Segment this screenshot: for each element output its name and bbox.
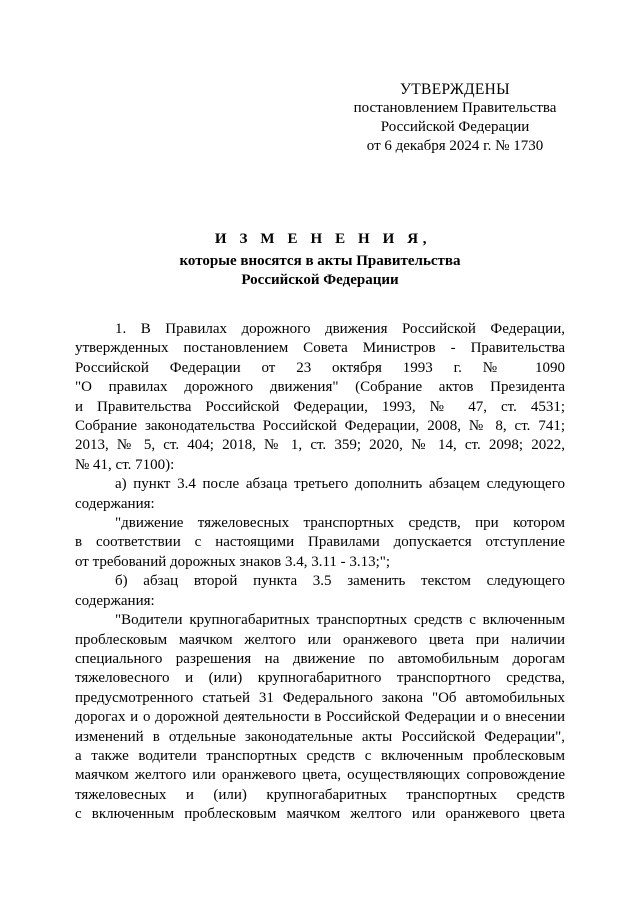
text-line: тяжеловесных и (или) крупногабаритных транспортных средств — [75, 786, 565, 803]
paragraph-3 — [75, 514, 565, 572]
text-line: 2013, № 5, ст. 404; 2018, № 1, ст. 359; 2020, № 14, ст. 2098; 2022, — [75, 437, 565, 454]
approval-heading: УТВЕРЖДЕНЫ — [400, 81, 510, 98]
text-line: "движение тяжеловесных транспортных средств, при котором — [115, 515, 565, 532]
text-line: содержания: — [75, 592, 155, 609]
paragraph-5 — [75, 611, 565, 824]
text-line: тяжеловесного и (или) крупногабаритного транспортного средства, — [75, 670, 565, 687]
text-line: от требований дорожных знаков 3.4, 3.11 - 3.13;"; — [75, 553, 391, 570]
text-line: 1. В Правилах дорожного движения Российской Федерации, — [115, 321, 565, 337]
text-line: а) пункт 3.4 после абзаца третьего дополнить абзацем следующего — [115, 476, 565, 493]
document-title-block — [0, 230, 640, 290]
text-line: маячком желтого или оранжевого цвета, осуществляющих сопровождение — [75, 767, 565, 784]
text-line: утвержденных постановлением Совета Министров - Правительства — [75, 340, 565, 357]
text-line: б) абзац второй пункта 3.5 заменить текстом следующего — [115, 573, 565, 590]
text-line: специального разрешения на движение по автомобильным дорогам — [75, 650, 565, 667]
approval-stamp — [330, 80, 580, 156]
text-line: изменений в отдельные законодательные акты Российской Федерации", — [75, 728, 565, 745]
text-line: № 41, ст. 7100): — [75, 456, 175, 473]
approval-line-decree: постановлением Правительства — [353, 100, 557, 116]
document-body — [75, 320, 565, 825]
text-line: с включенным проблесковым маячком желтого или оранжевого цвета — [75, 806, 565, 823]
approval-line-authority: Российской Федерации — [380, 119, 530, 135]
text-line: а также водители транспортных средств с включенным проблесковым — [75, 747, 565, 764]
text-line: дорогах и о дорожной деятельности в Российской Федерации и о внесении — [75, 709, 565, 726]
text-line: и Правительства Российской Федерации, 1993, № 47, ст. 4531; — [75, 398, 565, 415]
approval-line-date: от 6 декабря 2024 г. № 1730 — [366, 138, 544, 154]
document-subtitle-line-1: которые вносятся в акты Правительства — [179, 253, 461, 269]
text-line: Собрание законодательства Российской Федерации, 2008, № 8, ст. 741; — [75, 418, 565, 435]
text-line: в соответствии с настоящими Правилами допускается отступление — [75, 534, 565, 551]
text-line: "Водители крупногабаритных транспортных средств с включенным — [115, 612, 565, 629]
text-line: содержания: — [75, 495, 155, 512]
paragraph-2 — [75, 475, 565, 514]
paragraph-4 — [75, 572, 565, 611]
document-subtitle-line-2: Российской Федерации — [241, 272, 399, 288]
text-line: проблесковым маячком желтого или оранжевого цвета при наличии — [75, 631, 565, 648]
text-line: "О правилах дорожного движения" (Собрание актов Президента — [75, 379, 565, 396]
document-title: И З М Е Н Е Н И Я, — [214, 231, 432, 247]
text-line: Российской Федерации от 23 октября 1993 г. № 1090 — [75, 359, 565, 376]
text-line: предусмотренного статьей 31 Федерального закона "Об автомобильных — [75, 689, 565, 706]
paragraph-1 — [75, 320, 565, 475]
